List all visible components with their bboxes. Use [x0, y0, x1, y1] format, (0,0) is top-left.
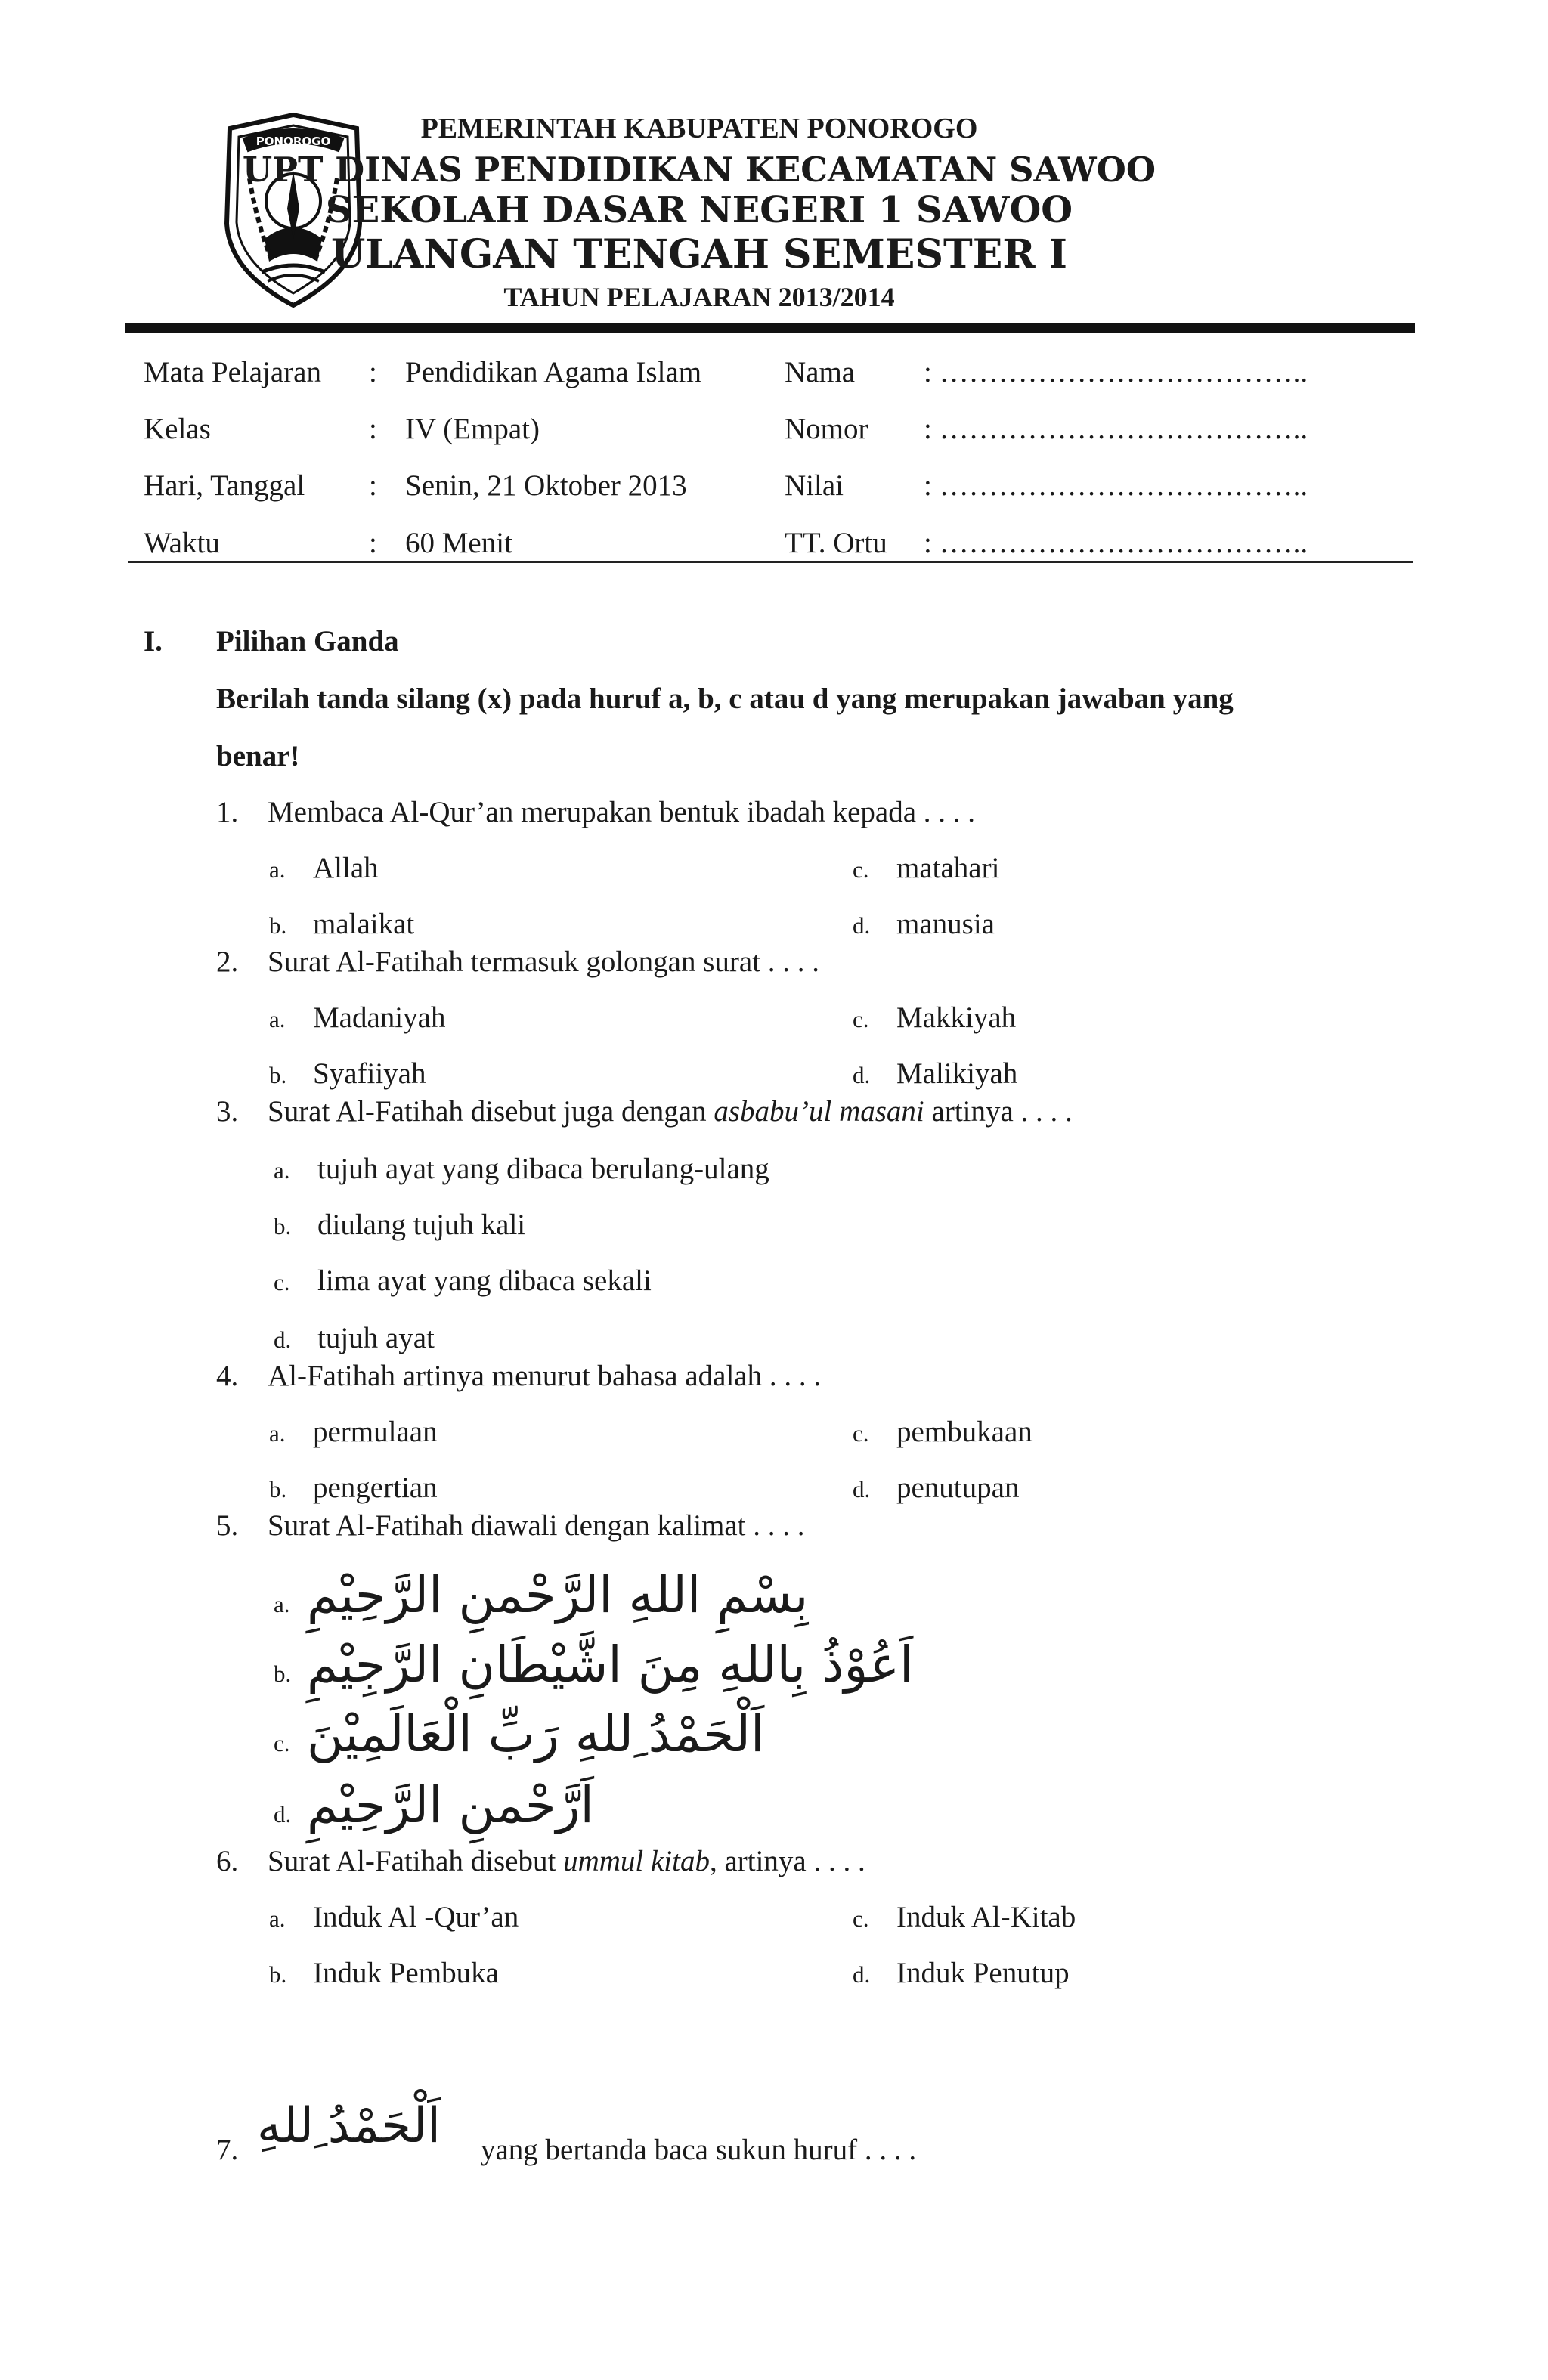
- option-arabic-text: اَلْحَمْدُ ِللهِ رَبِّ الْعَالَمِيْنَ: [307, 1705, 765, 1763]
- question-number: 1.: [216, 796, 239, 828]
- question-text: Al-Fatihah artinya menurut bahasa adalah . . . .: [268, 1360, 822, 1392]
- option-letter: a.: [274, 1591, 290, 1617]
- option-c[interactable]: [853, 1415, 1033, 1449]
- option-text: Malikiyah: [896, 1057, 1018, 1090]
- info-field-score: : ………………………………..: [924, 469, 1308, 502]
- option-a[interactable]: [269, 1900, 519, 1934]
- option-text: Madaniyah: [313, 1001, 446, 1034]
- option-d[interactable]: [274, 1776, 594, 1834]
- option-letter: d.: [274, 1326, 292, 1353]
- info-value-class: IV (Empat): [405, 413, 540, 445]
- section-instruction-cont: benar!: [216, 740, 300, 772]
- question-text-part: Surat Al-Fatihah disebut juga dengan: [268, 1095, 714, 1128]
- option-text: Induk Al -Qur’an: [313, 1901, 519, 1933]
- question-text: Surat Al-Fatihah diawali dengan kalimat . . . .: [268, 1509, 805, 1542]
- option-letter: a.: [269, 1006, 286, 1032]
- option-a[interactable]: [274, 1566, 808, 1624]
- question-term: asbabu’ul masani: [714, 1095, 924, 1128]
- info-field-number: : ………………………………..: [924, 413, 1308, 445]
- info-label-name: Nama: [785, 356, 856, 388]
- question-number: 4.: [216, 1360, 239, 1392]
- option-letter: b.: [274, 1213, 292, 1240]
- option-letter: c.: [853, 856, 869, 883]
- section-title: Pilihan Ganda: [216, 625, 399, 658]
- info-value-subject: Pendidikan Agama Islam: [405, 356, 702, 388]
- section-number: I.: [144, 625, 163, 658]
- option-letter: d.: [853, 1062, 871, 1088]
- option-b[interactable]: [269, 1057, 426, 1091]
- option-d[interactable]: [853, 1956, 1070, 1990]
- question-number: 5.: [216, 1509, 239, 1542]
- option-letter: b.: [269, 912, 287, 939]
- option-b[interactable]: [269, 1471, 438, 1505]
- option-text: malaikat: [313, 908, 415, 940]
- question-text-part: artinya . . . .: [924, 1095, 1073, 1128]
- header-divider: [125, 323, 1415, 333]
- option-c[interactable]: [853, 1900, 1076, 1934]
- option-text: tujuh ayat: [317, 1322, 435, 1354]
- info-field-name: : ………………………………..: [924, 356, 1308, 388]
- option-letter: c.: [274, 1269, 290, 1295]
- option-b[interactable]: [269, 907, 414, 941]
- option-text: permulaan: [313, 1416, 438, 1448]
- option-letter: d.: [853, 912, 871, 939]
- option-letter: c.: [853, 1905, 869, 1932]
- option-b[interactable]: [274, 1208, 525, 1242]
- info-label-parent-signature: TT. Ortu: [785, 527, 887, 559]
- option-text: pengertian: [313, 1472, 438, 1504]
- option-c[interactable]: [853, 1001, 1016, 1035]
- option-text: lima ayat yang dibaca sekali: [317, 1264, 652, 1297]
- question-number: 6.: [216, 1845, 239, 1877]
- section-instruction: Berilah tanda silang (x) pada huruf a, b, c atau d yang merupakan jawaban yang: [216, 682, 1234, 715]
- info-label-subject: Mata Pelajaran: [144, 356, 321, 388]
- question-text-part: , artinya . . . .: [709, 1845, 865, 1877]
- option-c[interactable]: [274, 1264, 652, 1298]
- info-divider: [128, 561, 1413, 563]
- question-text: Membaca Al-Qur’an merupakan bentuk ibadah kepada . . . .: [268, 796, 976, 828]
- option-a[interactable]: [269, 1415, 438, 1449]
- option-text: Makkiyah: [896, 1001, 1017, 1034]
- option-letter: a.: [269, 856, 286, 883]
- option-text: Induk Al-Kitab: [896, 1901, 1076, 1933]
- info-value-time: 60 Menit: [405, 527, 512, 559]
- header-exam-title: ULANGAN TENGAH SEMESTER I: [331, 231, 1067, 277]
- option-letter: d.: [274, 1801, 292, 1828]
- option-text: manusia: [896, 908, 995, 940]
- option-b[interactable]: [269, 1956, 499, 1990]
- question-text-part: Surat Al-Fatihah disebut: [268, 1845, 564, 1877]
- info-label-time: Waktu: [144, 527, 220, 559]
- question-number: 7.: [216, 2134, 239, 2166]
- option-letter: b.: [269, 1476, 287, 1503]
- option-text: Syafiiyah: [313, 1057, 426, 1090]
- option-d[interactable]: [274, 1321, 435, 1355]
- option-arabic-text: بِسْمِ اللهِ الرَّحْمنِ الرَّحِيْمِ: [307, 1566, 809, 1624]
- question-text: [268, 1844, 865, 1878]
- info-sep: :: [369, 413, 377, 445]
- option-a[interactable]: [269, 1001, 445, 1035]
- info-label-number: Nomor: [785, 413, 868, 445]
- logo-ring-text: PONOROGO: [255, 135, 331, 148]
- option-letter: b.: [269, 1062, 287, 1088]
- header-academic-year: TAHUN PELAJARAN 2013/2014: [503, 282, 895, 312]
- question-arabic-text: اَلْحَمْدُ ِللهِ: [257, 2098, 441, 2154]
- option-a[interactable]: [269, 851, 379, 885]
- question-text: [268, 1094, 1073, 1128]
- option-letter: d.: [853, 1476, 871, 1503]
- option-a[interactable]: [274, 1152, 769, 1186]
- option-text: tujuh ayat yang dibaca berulang-ulang: [317, 1153, 769, 1185]
- question-text: Surat Al-Fatihah termasuk golongan surat . . . .: [268, 946, 820, 978]
- question-text: yang bertanda baca sukun huruf . . . .: [481, 2134, 917, 2166]
- option-text: Induk Penutup: [896, 1957, 1070, 1989]
- option-arabic-text: اَعُوْذُ بِاللهِ مِنَ اشَّيْطَانِ الرَّجِيْمِ: [307, 1636, 914, 1694]
- question-term: ummul kitab: [563, 1845, 710, 1877]
- option-letter: d.: [853, 1961, 871, 1988]
- option-letter: a.: [269, 1420, 286, 1447]
- option-text: Induk Pembuka: [313, 1957, 499, 1989]
- option-text: Allah: [313, 852, 379, 884]
- option-c[interactable]: [274, 1705, 764, 1763]
- question-number: 2.: [216, 946, 239, 978]
- option-arabic-text: اَرَّحْمنِ الرَّحِيْمِ: [307, 1776, 594, 1834]
- option-d[interactable]: [853, 1057, 1017, 1091]
- option-letter: c.: [853, 1006, 869, 1032]
- info-label-date: Hari, Tanggal: [144, 469, 305, 502]
- info-label-class: Kelas: [144, 413, 211, 445]
- info-sep: :: [369, 356, 377, 388]
- option-b[interactable]: [274, 1636, 913, 1694]
- info-field-parent-signature: : ………………………………..: [924, 527, 1308, 559]
- option-letter: c.: [853, 1420, 869, 1447]
- option-d[interactable]: [853, 907, 995, 941]
- option-d[interactable]: [853, 1471, 1019, 1505]
- info-value-date: Senin, 21 Oktober 2013: [405, 469, 687, 502]
- option-letter: c.: [274, 1730, 290, 1756]
- info-sep: :: [369, 469, 377, 502]
- header-school: SEKOLAH DASAR NEGERI 1 SAWOO: [325, 189, 1073, 231]
- option-text: penutupan: [896, 1472, 1020, 1504]
- option-c[interactable]: [853, 851, 999, 885]
- info-label-score: Nilai: [785, 469, 844, 502]
- question-number: 3.: [216, 1095, 239, 1128]
- option-letter: a.: [274, 1157, 290, 1184]
- header-office: UPT DINAS PENDIDIKAN KECAMATAN SAWOO: [242, 150, 1156, 190]
- option-letter: b.: [274, 1660, 292, 1687]
- option-text: pembukaan: [896, 1416, 1033, 1448]
- header-government: PEMERINTAH KABUPATEN PONOROGO: [420, 113, 978, 144]
- option-text: diulang tujuh kali: [317, 1209, 526, 1241]
- info-sep: :: [369, 527, 377, 559]
- option-letter: a.: [269, 1905, 286, 1932]
- option-letter: b.: [269, 1961, 287, 1988]
- option-text: matahari: [896, 852, 1000, 884]
